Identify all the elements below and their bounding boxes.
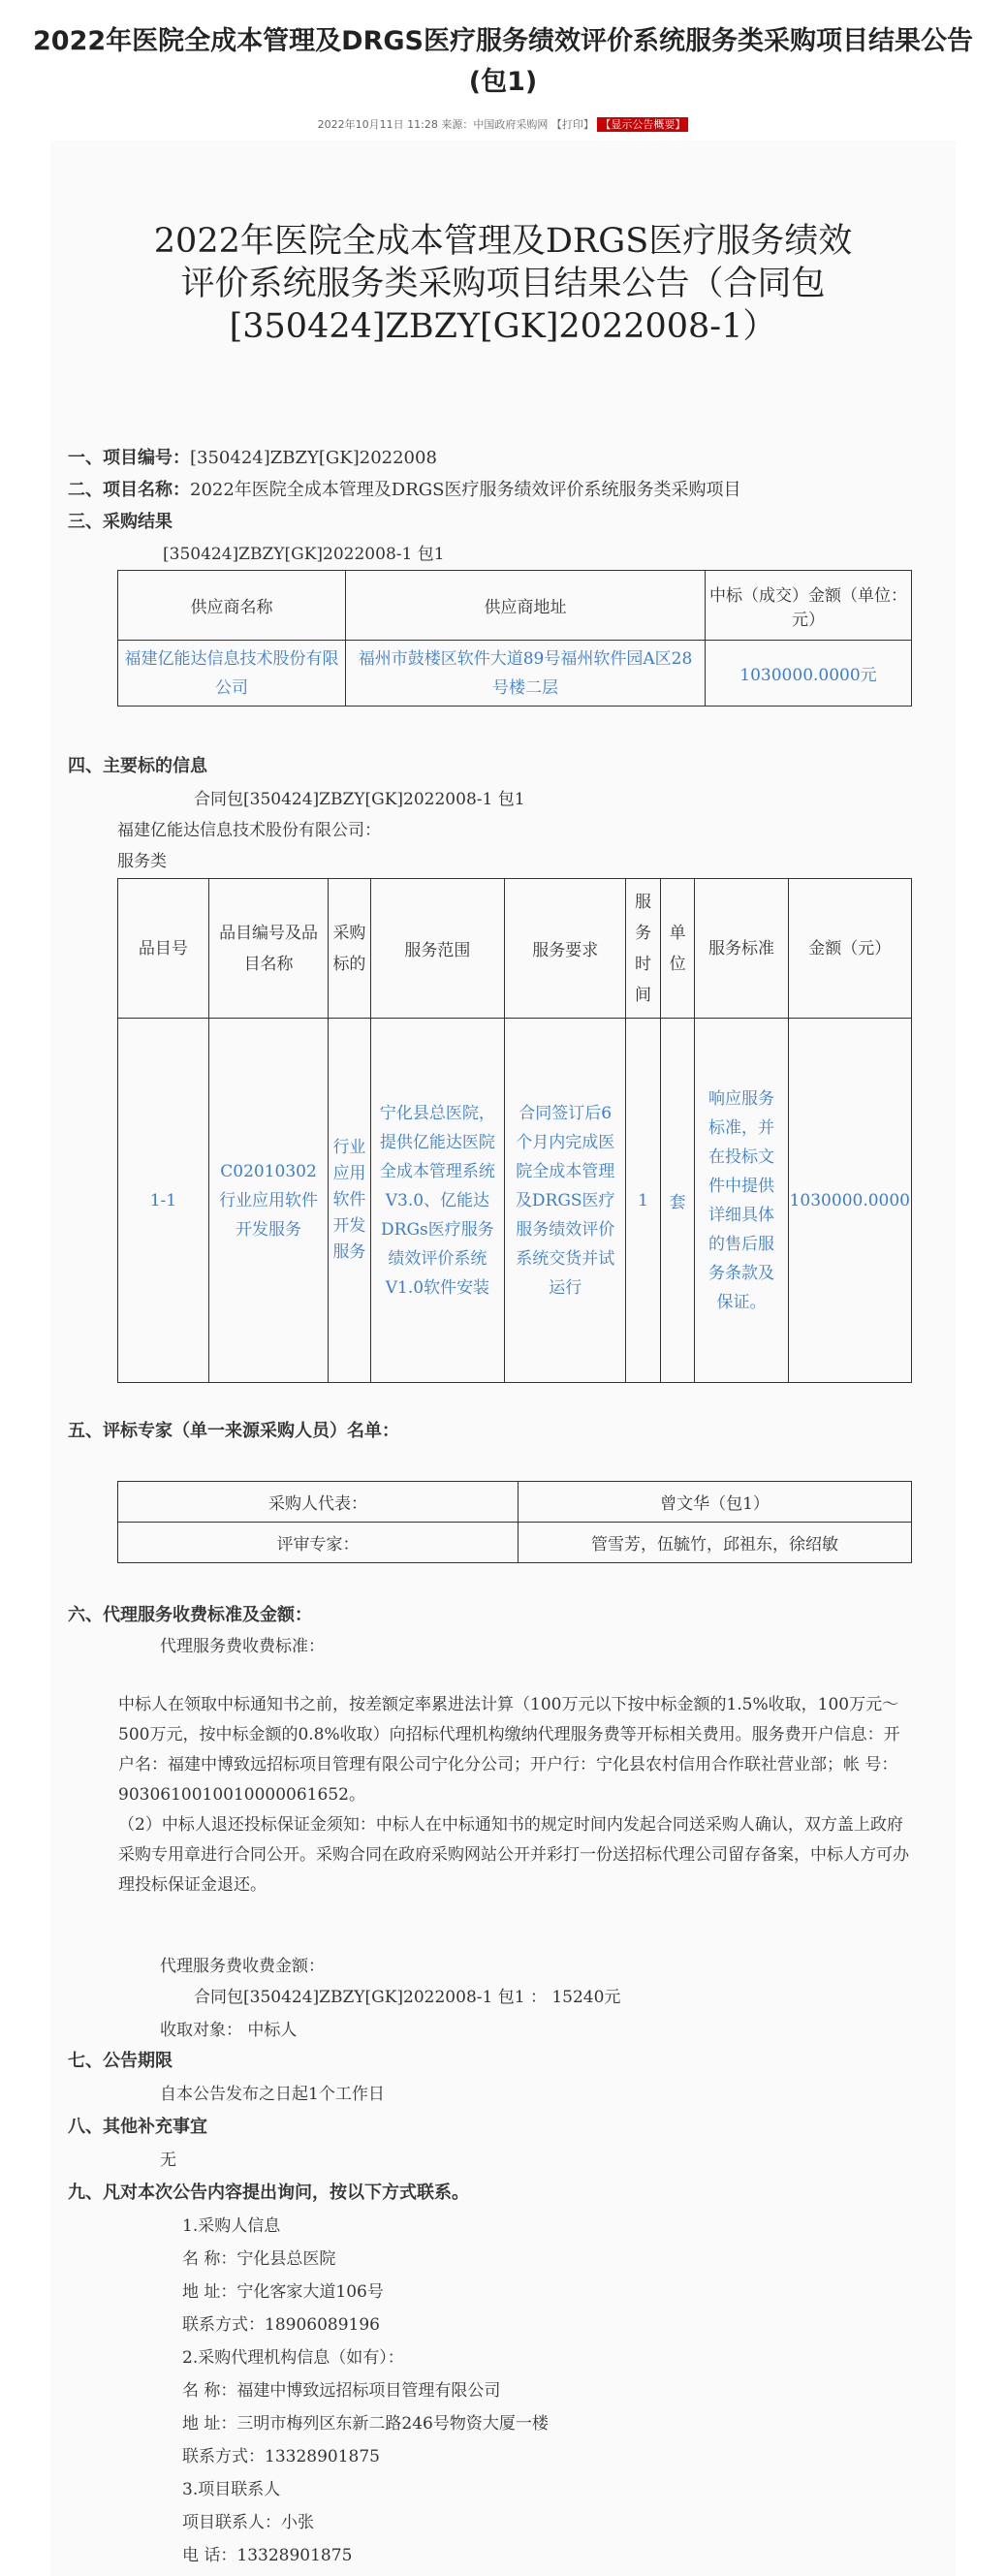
contact-phone: 电 话：13328901875 (182, 2546, 353, 2565)
item-table (117, 878, 912, 1383)
header-cell: 供应商名称 (118, 571, 346, 641)
header-cell: 金额（元） (788, 879, 911, 1019)
agency-title: 2.采购代理机构信息（如有）： (182, 2348, 404, 2368)
summary-toggle-button[interactable]: 【显示公告概要】 (597, 117, 688, 132)
section-contact (68, 2179, 469, 2204)
service-requirement: 合同签订后6个月内完成医院全成本管理及DRGS医疗服务绩效评价系统交货并试运行 (505, 1019, 626, 1383)
buyer-title: 1.采购人信息 (182, 2216, 281, 2236)
award-amount: 1030000.0000元 (706, 641, 912, 707)
table-row (118, 641, 912, 707)
section-label: 九、凡对本次公告内容提出询问，按以下方式联系。 (68, 2183, 469, 2203)
table-row (118, 1019, 912, 1383)
items-package: 合同包[350424]ZBZY[GK]2022008-1 包1 (194, 790, 525, 809)
buyer-address: 地 址：宁化客家大道106号 (182, 2282, 384, 2302)
period-value: 自本公告发布之日起1个工作日 (160, 2085, 385, 2104)
section-items (68, 752, 207, 777)
result-table (117, 570, 912, 707)
project-name: 2022年医院全成本管理及DRGS医疗服务绩效评价系统服务类采购项目 (190, 480, 741, 500)
header-cell: 品目号 (118, 879, 209, 1019)
table-header-row (118, 571, 912, 641)
section-label: 二、项目名称： (68, 480, 190, 500)
buyer-phone: 联系方式：18906089196 (182, 2315, 380, 2335)
expert-table (117, 1481, 912, 1563)
project-number: [350424]ZBZY[GK]2022008 (190, 448, 437, 468)
agency-address: 地 址：三明市梅列区东新二路246号物资大厦一楼 (182, 2414, 549, 2434)
publish-datetime: 2022年10月11日 11:28 (317, 118, 438, 131)
contact-title: 3.项目联系人 (182, 2480, 281, 2499)
supplier-name: 福建亿能达信息技术股份有限公司 (118, 641, 346, 707)
name-cell: 管雪芳，伍毓竹，邱祖东，徐绍敏 (519, 1523, 912, 1563)
header-cell: 服务要求 (505, 879, 626, 1019)
section-project-name (68, 476, 741, 501)
role-cell: 评审专家： (118, 1523, 519, 1563)
agency-name: 名 称：福建中博致远招标项目管理有限公司 (182, 2381, 501, 2401)
fee-payer: 收取对象： 中标人 (160, 2021, 298, 2040)
deposit-refund-paragraph: （2）中标人退还投标保证金须知：中标人在中标通知书的规定时间内发起合同送采购人确认，双方盖上政府采购专用章进行合同公开。采购合同在政府采购网站公开并彩打一份送招标代理公司留存备案，中标人方可办理投标保证金退还。 (118, 1815, 909, 1895)
service-scope: 宁化县总医院，提供亿能达医院全成本管理系统V3.0、亿能达DRGs医疗服务绩效评价系统V1.0软件安装 (370, 1019, 505, 1383)
items-company: 福建亿能达信息技术股份有限公司： (117, 821, 381, 840)
item-number: 1-1 (118, 1019, 209, 1383)
buyer-name: 名 称：宁化县总医院 (182, 2249, 336, 2269)
section-label: 六、代理服务收费标准及金额： (68, 1605, 312, 1625)
fee-amount: 合同包[350424]ZBZY[GK]2022008-1 包1 ： 15240元 (194, 1988, 621, 2007)
document-title: 2022年医院全成本管理及DRGS医疗服务绩效评价系统服务类采购项目结果公告（合同包[350424]ZBZY[GK]2022008-1） (153, 222, 853, 346)
page-title: 2022年医院全成本管理及DRGS医疗服务绩效评价系统服务类采购项目结果公告(包1) (33, 26, 973, 97)
contact-name: 项目联系人：小张 (182, 2513, 314, 2532)
section-other (68, 2113, 207, 2138)
table-row (118, 1482, 912, 1523)
service-time: 1 (626, 1019, 661, 1383)
fee-standard-paragraph: 中标人在领取中标通知书之前，按差额定率累进法计算（100万元以下按中标金额的1.5%收取，100万元～500万元，按中标金额的0.8%收取）向招标代理机构缴纳代理服务费等开标相关费用。服务费开户信息：开户名：福建中博致远招标项目管理有限公司宁化分公司；开户行：宁化县农村信用合作联社营业部；帐 号：9030610010010000061652。 (118, 1695, 900, 1805)
section-label: 三、采购结果 (68, 512, 173, 532)
role-cell: 采购人代表： (118, 1482, 519, 1523)
header-cell: 服务时间 (626, 879, 661, 1019)
name-cell: 曾文华（包1） (519, 1482, 912, 1523)
section-agency-fee (68, 1601, 312, 1626)
table-header-row (118, 879, 912, 1019)
print-link[interactable]: 【打印】 (550, 118, 594, 131)
header-cell: 品目编号及品目名称 (208, 879, 329, 1019)
procurement-subject: 行业应用软件开发服务 (329, 1019, 370, 1383)
section-result (68, 508, 173, 533)
page-header (0, 0, 1006, 154)
service-standard: 响应服务标准，并在投标文件中提供详细具体的售后服务条款及保证。 (695, 1019, 788, 1383)
publish-source: 来源：中国政府采购网 (441, 118, 549, 131)
fee-amount-label: 代理服务费收费金额： (160, 1957, 325, 1976)
agency-phone: 联系方式：13328901875 (182, 2447, 380, 2466)
other-value: 无 (160, 2151, 176, 2170)
header-cell: 中标（成交）金额（单位：元） (706, 571, 912, 641)
section-label: 八、其他补充事宜 (68, 2117, 207, 2137)
header-cell: 服务范围 (370, 879, 505, 1019)
supplier-address: 福州市鼓楼区软件大道89号福州软件园A区28号楼二层 (346, 641, 706, 707)
section-label: 七、公告期限 (68, 2051, 173, 2071)
section-label: 四、主要标的信息 (68, 756, 207, 776)
table-row (118, 1523, 912, 1563)
header-cell: 单位 (660, 879, 695, 1019)
section-label: 五、评标专家（单一来源采购人员）名单： (68, 1421, 399, 1441)
items-category: 服务类 (117, 852, 167, 871)
header-cell: 采购标的 (329, 879, 370, 1019)
section-label: 一、项目编号： (68, 448, 190, 468)
header-cell: 供应商地址 (346, 571, 706, 641)
publish-meta (0, 116, 1006, 132)
item-code-name: C02010302行业应用软件开发服务 (208, 1019, 329, 1383)
unit: 套 (660, 1019, 695, 1383)
result-package: [350424]ZBZY[GK]2022008-1 包1 (163, 545, 445, 564)
header-cell: 服务标准 (695, 879, 788, 1019)
section-project-number (68, 444, 437, 469)
item-amount: 1030000.0000 (788, 1019, 911, 1383)
fee-standard-label: 代理服务费收费标准： (160, 1637, 325, 1656)
section-experts (68, 1417, 399, 1442)
section-period (68, 2047, 173, 2072)
